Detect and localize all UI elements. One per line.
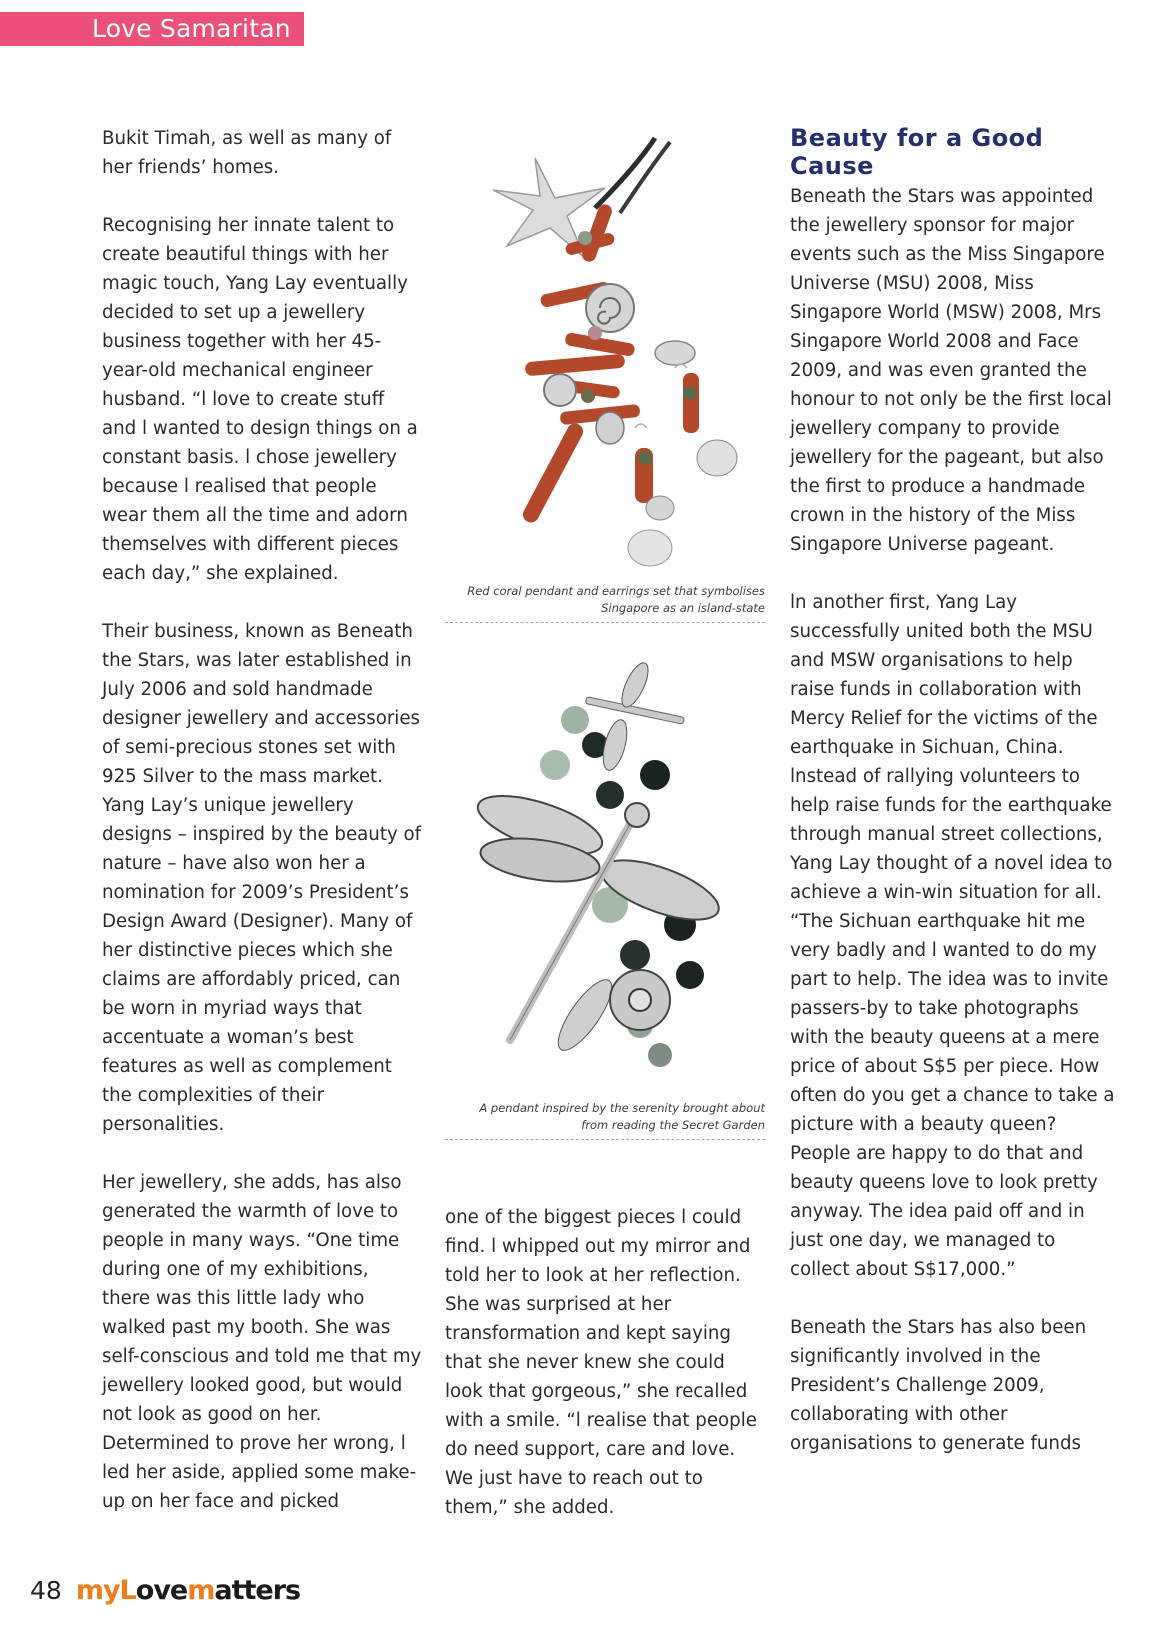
right-column <box>790 124 1120 1458</box>
coral-jewellery-photo <box>445 128 765 568</box>
paragraph: Beneath the Stars was appointed the jewellery sponsor for major events such as the Miss Singapore Universe (MSU) 2008, Miss Singapore World (MSW) 2008, Mrs Singapore World 2008 and Face 2009, and was even granted the honour to not only be the first local jewellery company to provide jewellery for the pageant, but also the first to produce a handmade crown in the history of the Miss Singapore Universe pageant. <box>790 186 1112 555</box>
caption-line: A pendant inspired by the serenity brought about <box>479 1101 765 1115</box>
paragraph: Beneath the Stars has also been significantly involved in the President’s Challenge 2009, collaborating with other organisations to generate funds <box>790 1317 1087 1454</box>
caption-line: from reading the Secret Garden <box>581 1118 765 1132</box>
photo-caption <box>445 1100 765 1134</box>
paragraph: ln another first, Yang Lay successfully united both the MSU and MSW organisations to help raise funds in collaboration with Mercy Relief for the victims of the earthquake in Sichuan, China. lnstead of rallying volunteers to help raise funds for the earthquake through manual street collections, Yang Lay thought of a novel idea to achieve a win-win situation for all. “The Sichuan earthquake hit me very badly and l wanted to do my part to help. The idea was to invite passers-by to take photographs with the beauty queens at a mere price of about S$5 per piece. How often do you get a chance to take a picture with a beauty queen? People are happy to do that and beauty queens love to look pretty anyway. The idea paid off and in just one day, we managed to collect about S$17,000.” <box>790 592 1115 1280</box>
photo-caption <box>445 583 765 617</box>
section-tab: Love Samaritan <box>0 12 304 46</box>
paragraph: Her jewellery, she adds, has also generated the warmth of love to people in many ways. “One time during one of my exhibitions, there was this little lady who walked past my booth. She was self-conscious and told me that my jewellery looked good, but would not look as good on her. Determined to prove her wrong, l led her aside, applied some make-up on her face and picked <box>102 1172 422 1512</box>
page-number: 48 <box>30 1575 62 1605</box>
caption-line: Red coral pendant and earrings set that symbolises <box>467 584 765 598</box>
middle-column <box>445 1203 765 1522</box>
paragraph: Their business, known as Beneath the Stars, was later established in July 2006 and sold handmade designer jewellery and accessories of semi-precious stones set with 925 Silver to the mass market. Yang Lay’s unique jewellery designs – inspired by the beauty of nature – have also won her a nomination for 2009’s President’s Design Award (Designer). Many of her distinctive pieces which she claims are affordably priced, can be worn in myriad ways that accentuate a woman’s best features as well as complement the complexities of their personalities. <box>102 621 422 1135</box>
dashed-divider <box>445 1139 765 1140</box>
magazine-logo: myLovematters <box>75 1574 301 1606</box>
page-footer <box>30 1570 300 1610</box>
left-column <box>102 124 422 1516</box>
section-heading: Beauty for a Good Cause <box>790 124 1044 180</box>
paragraph: Bukit Timah, as well as many of her friends’ homes. <box>102 128 392 178</box>
paragraph: Recognising her innate talent to create beautiful things with her magic touch, Yang Lay eventually decided to set up a jewellery business together with her 45-year-old mechanical engineer husband. “l love to create stuff and l wanted to design things on a constant basis. l chose jewellery because l realised that people wear them all the time and adorn themselves with different pieces each day,” she explained. <box>102 215 418 584</box>
dragonfly-pendant-photo <box>445 645 765 1075</box>
paragraph: one of the biggest pieces l could find. l whipped out my mirror and told her to look at her reflection. She was surprised at her transformation and kept saying that she never knew she could look that gorgeous,” she recalled with a smile. “l realise that people do need support, care and love. We just have to reach out to them,” she added. <box>445 1207 757 1518</box>
caption-line: Singapore as an island-state <box>601 601 765 615</box>
dashed-divider <box>445 622 765 623</box>
